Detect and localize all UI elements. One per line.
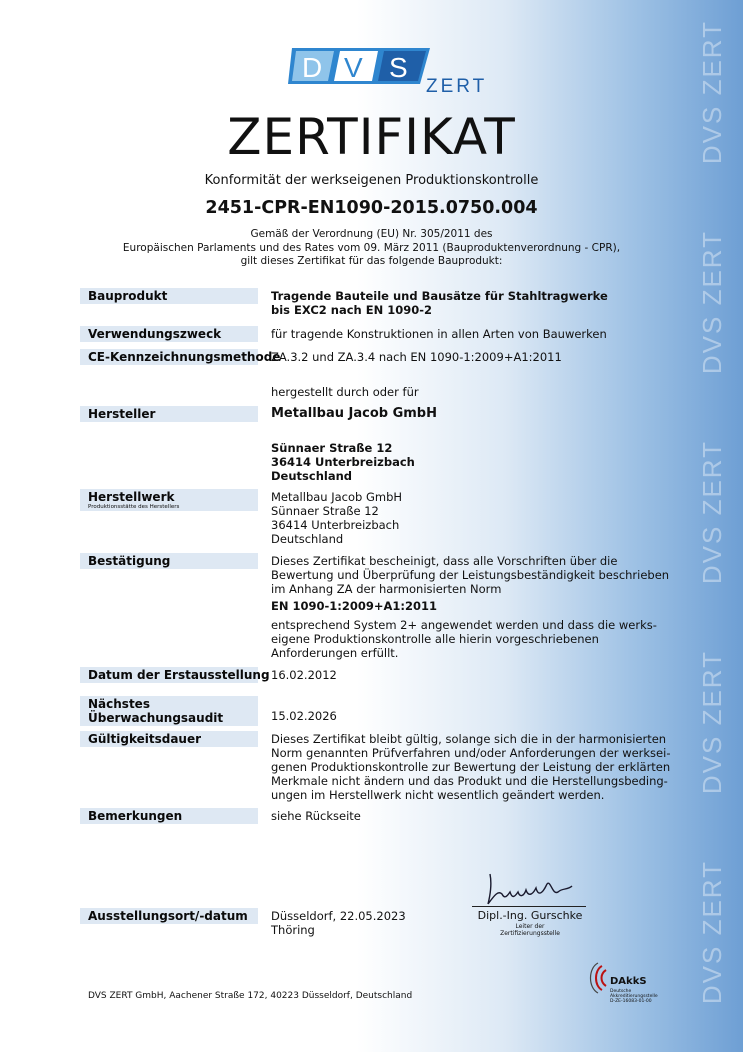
intro-line: Europäischen Parlaments und des Rates vom 09. März 2011 (Bauproduktenverordnung - CPR), xyxy=(122,241,621,254)
value-line: Norm genannten Prüfverfahren und/oder Anforderungen der werksei- xyxy=(271,746,671,760)
value-line: Bewertung und Überprüfung der Leistungsbeständigkeit beschrieben xyxy=(271,568,670,582)
certificate-subtitle: Konformität der werkseigenen Produktionskontrolle xyxy=(204,173,539,188)
value-line: Metallbau Jacob GmbH xyxy=(271,490,403,504)
value-bauprodukt xyxy=(271,289,608,317)
value-line: im Anhang ZA der harmonisierten Norm xyxy=(271,582,502,596)
label-ueberwachungsaudit xyxy=(88,697,223,725)
value-ce-kennzeichnung: ZA.3.2 und ZA.3.4 nach EN 1090-1:2009+A1:2011 xyxy=(271,350,562,364)
label-ausstellung: Ausstellungsort/-datum xyxy=(88,909,248,923)
dakks-logo-icon xyxy=(588,960,610,996)
value-erstausstellung: 16.02.2012 xyxy=(271,668,337,682)
dakks-name: DAkkS xyxy=(610,976,647,987)
value-line: Dieses Zertifikat bleibt gültig, solange sich die in der harmonisierten xyxy=(271,732,667,746)
hergestellt-text: hergestellt durch oder für xyxy=(271,385,419,399)
value-line: Düsseldorf, 22.05.2023 xyxy=(271,909,406,923)
label-erstausstellung: Datum der Erstausstellung xyxy=(88,668,270,682)
value-line: Thöring xyxy=(271,923,315,937)
value-line: bis EXC2 nach EN 1090-2 xyxy=(271,303,432,317)
signatory-name: Dipl.-Ing. Gurschke xyxy=(477,909,583,922)
value-line: genen Produktionskontrolle zur Bewertung der Leistung der erklärten xyxy=(271,760,671,774)
dakks-details xyxy=(610,989,658,1004)
value-gueltigkeitsdauer xyxy=(271,732,670,802)
handwritten-signature xyxy=(480,866,580,908)
value-hersteller-address xyxy=(271,441,415,483)
footer-address: DVS ZERT GmbH, Aachener Straße 172, 40223 Düsseldorf, Deutschland xyxy=(88,991,413,1001)
dvs-logo-mark xyxy=(288,46,434,86)
address-line: Deutschland xyxy=(271,469,352,483)
address-line: Sünnaer Straße 12 xyxy=(271,441,393,455)
dakks-seal xyxy=(588,960,658,1004)
dakks-line: Deutsche xyxy=(610,989,632,994)
label-hersteller: Hersteller xyxy=(88,407,156,421)
value-ueberwachungsaudit: 15.02.2026 xyxy=(271,709,337,723)
dakks-line: D-ZE-16083-01-00 xyxy=(610,999,652,1004)
label-text: Herstellwerk xyxy=(88,490,175,504)
dakks-line: Akkreditierungsstelle xyxy=(610,994,658,999)
label-verwendungszweck: Verwendungszweck xyxy=(88,327,222,341)
value-herstellwerk xyxy=(271,490,402,546)
value-line: Sünnaer Straße 12 xyxy=(271,504,379,518)
label-line: Nächstes xyxy=(88,697,150,711)
signatory-role xyxy=(470,923,590,937)
signature-line xyxy=(472,906,586,907)
label-subtext: Produktionsstätte des Herstellers xyxy=(88,504,180,510)
value-line: Tragende Bauteile und Bausätze für Stahltragwerke xyxy=(271,289,608,303)
value-bestaetigung-part1 xyxy=(271,554,669,596)
watermark-text: DVS ZERT xyxy=(697,860,727,1005)
certificate-title: ZERTIFIKAT xyxy=(227,108,516,166)
intro-line: gilt dieses Zertifikat für das folgende Bauprodukt: xyxy=(240,255,503,267)
value-bestaetigung-part2 xyxy=(271,618,657,660)
certificate-number: 2451-CPR-EN1090-2015.0750.004 xyxy=(205,198,538,218)
value-line: Dieses Zertifikat bescheinigt, dass alle Vorschriften über die xyxy=(271,554,618,568)
watermark-text: DVS ZERT xyxy=(697,440,727,585)
value-bestaetigung-norm: EN 1090-1:2009+A1:2011 xyxy=(271,599,438,613)
label-line: Überwachungsaudit xyxy=(88,711,224,725)
value-line: 36414 Unterbreizbach xyxy=(271,518,400,532)
svg-text:D: D xyxy=(302,52,323,83)
value-bemerkungen: siehe Rückseite xyxy=(271,809,361,823)
intro-line: Gemäß der Verordnung (EU) Nr. 305/2011 des xyxy=(250,228,493,240)
logo-suffix: ZERT xyxy=(426,76,488,97)
value-ausstellung xyxy=(271,909,406,937)
label-ce-kennzeichnung: CE-Kennzeichnungsmethode xyxy=(88,350,281,364)
intro-text xyxy=(0,228,743,269)
label-gueltigkeitsdauer: Gültigkeitsdauer xyxy=(88,732,202,746)
label-herstellwerk xyxy=(88,490,179,511)
value-line: Deutschland xyxy=(271,532,344,546)
value-line: entsprechend System 2+ angewendet werden und dass die werks- xyxy=(271,618,657,632)
watermark-text: DVS ZERT xyxy=(697,650,727,795)
label-bestaetigung: Bestätigung xyxy=(88,554,171,568)
value-line: eigene Produktionskontrolle alle hierin vorgeschriebenen xyxy=(271,632,599,646)
address-line: 36414 Unterbreizbach xyxy=(271,455,415,469)
value-verwendungszweck: für tragende Konstruktionen in allen Arten von Bauwerken xyxy=(271,327,607,341)
svg-text:S: S xyxy=(389,52,408,83)
value-hersteller-name: Metallbau Jacob GmbH xyxy=(271,406,437,421)
watermark-text: DVS ZERT xyxy=(697,230,727,375)
watermark-text: DVS ZERT xyxy=(697,20,727,165)
value-line: Merkmale nicht ändern und das Produkt und die Herstellungsbeding- xyxy=(271,774,668,788)
role-line: Zertifizierungsstelle xyxy=(500,930,560,937)
value-line: Anforderungen erfüllt. xyxy=(271,646,399,660)
role-line: Leiter der xyxy=(515,923,545,930)
svg-text:V: V xyxy=(344,52,363,83)
label-bauprodukt: Bauprodukt xyxy=(88,289,168,303)
label-bemerkungen: Bemerkungen xyxy=(88,809,183,823)
value-line: ungen im Herstellwerk nicht wesentlich geändert werden. xyxy=(271,788,605,802)
